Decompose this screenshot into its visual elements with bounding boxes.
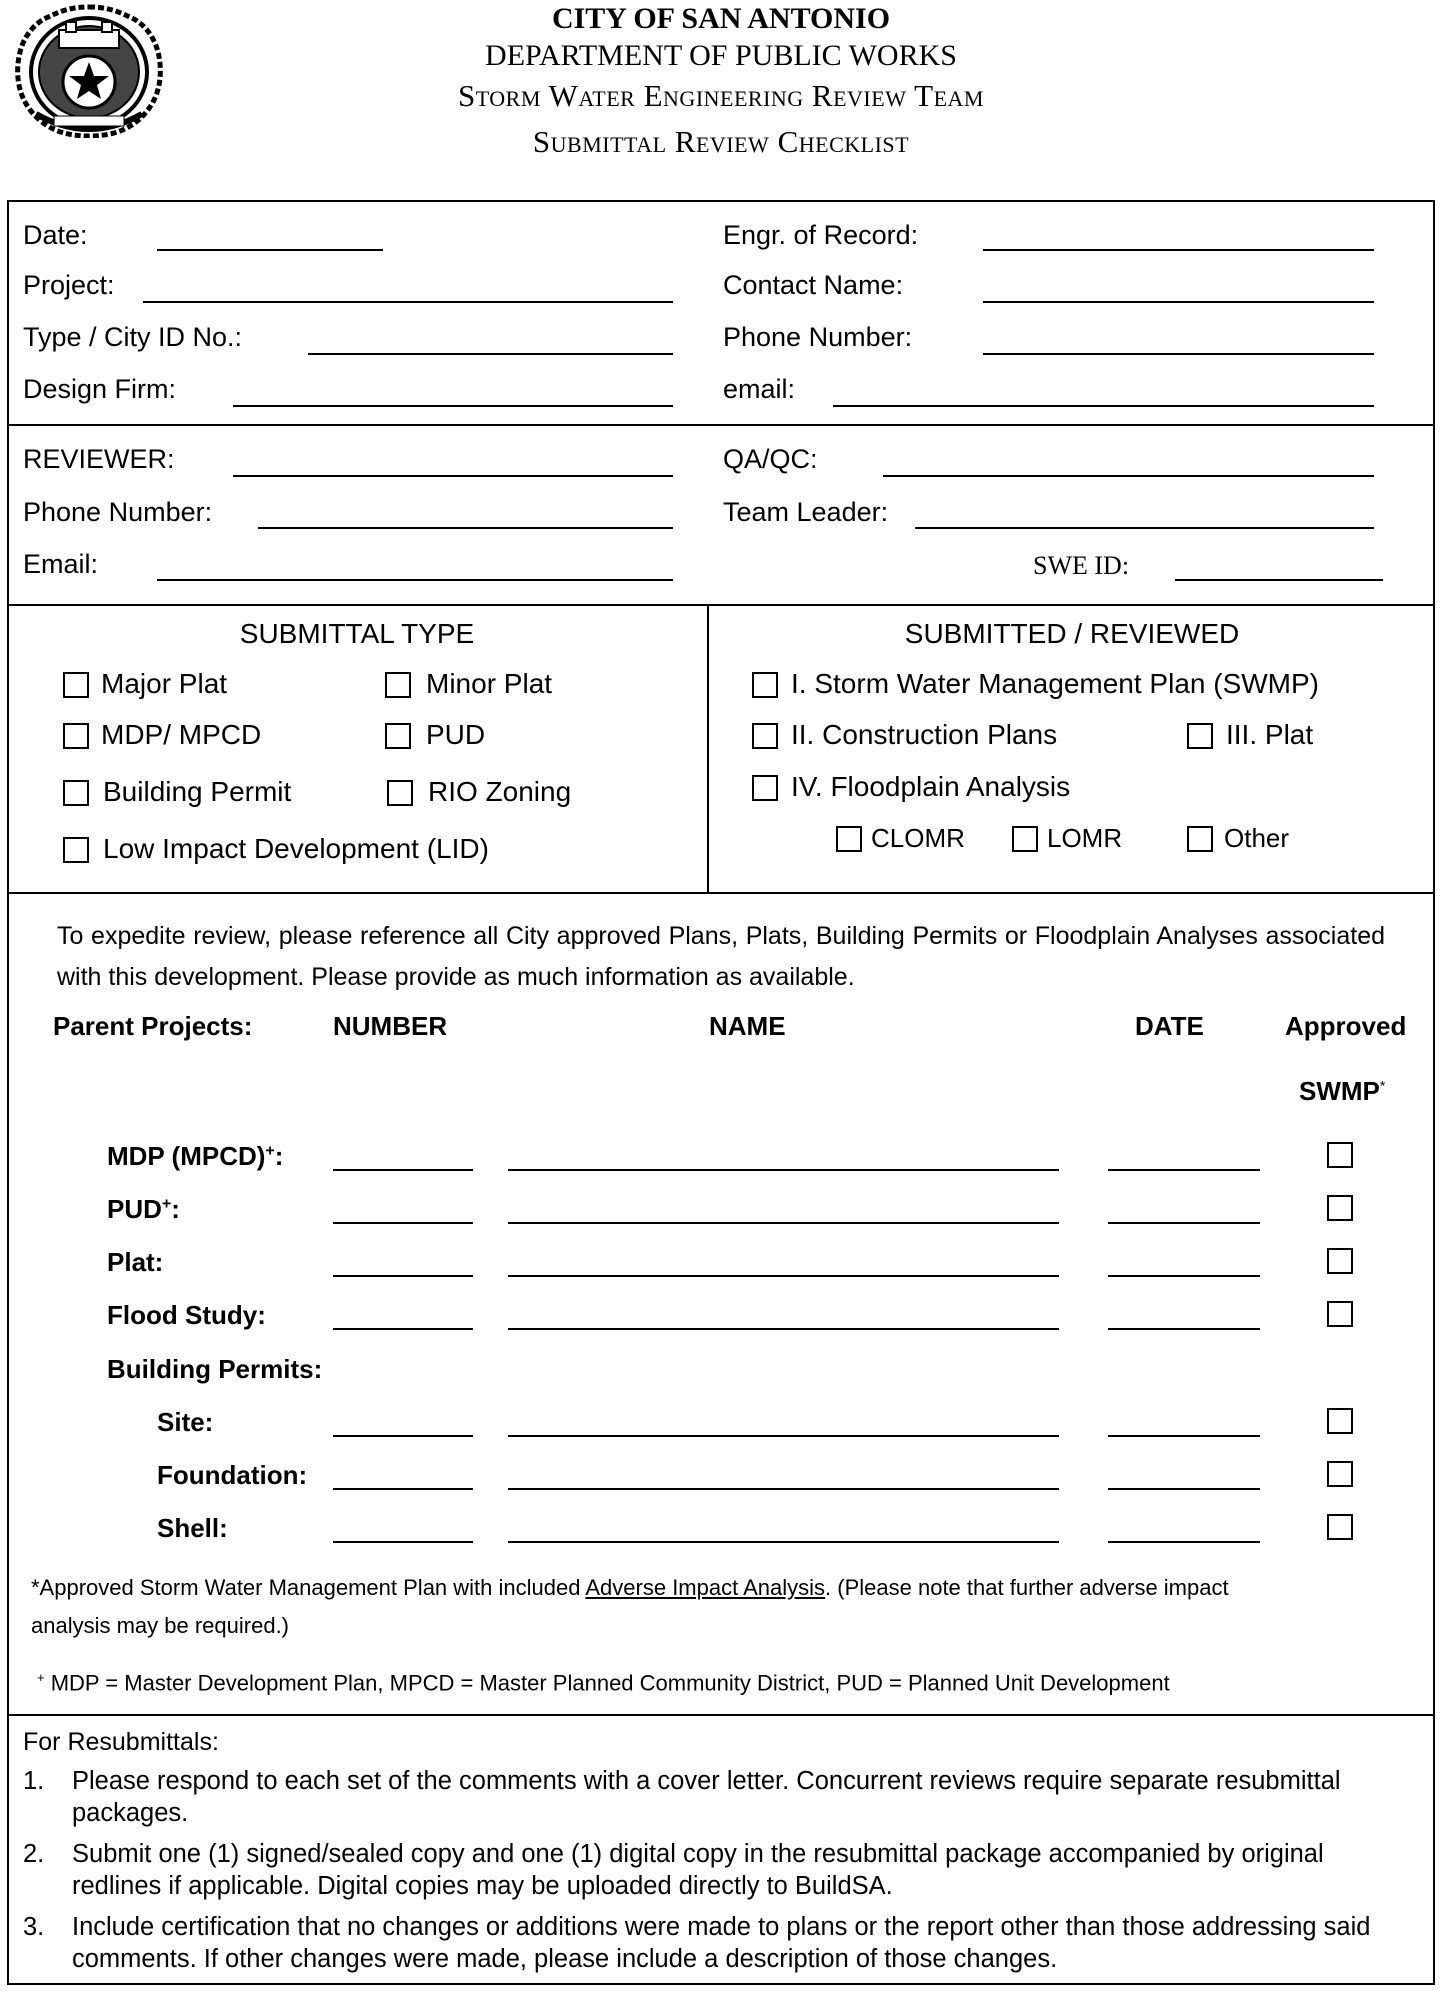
col-date: DATE <box>1135 1011 1204 1041</box>
row-plat-name[interactable] <box>508 1275 1059 1277</box>
row-pud-label: PUD+: <box>107 1194 180 1224</box>
swmp-checkbox[interactable] <box>752 672 778 698</box>
team-leader-label: Team Leader: <box>723 497 889 527</box>
row-foundation-approved-checkbox[interactable] <box>1327 1461 1353 1487</box>
swe-id-field[interactable] <box>1175 579 1383 581</box>
row-mdp-name[interactable] <box>508 1169 1059 1171</box>
row-mdp-number[interactable] <box>333 1169 473 1171</box>
project-field[interactable] <box>143 301 673 303</box>
resubmittals-title: For Resubmittals: <box>23 1728 219 1756</box>
row-pud-approved-checkbox[interactable] <box>1327 1195 1353 1221</box>
date-label: Date: <box>23 220 88 250</box>
building-permit-label: Building Permit <box>103 776 292 807</box>
resubmittal-item-text: Please respond to each set of the comments with a cover letter. Concurrent reviews require separate resubmittal packages. <box>72 1767 1341 1827</box>
lomr-label: LOMR <box>1047 823 1123 853</box>
email-label: email: <box>723 374 796 404</box>
other-checkbox[interactable] <box>1187 826 1213 852</box>
row-site-label: Site: <box>157 1407 214 1437</box>
email-field[interactable] <box>833 405 1374 407</box>
resubmittal-item-number: 3. <box>23 1913 45 1941</box>
row-site-approved-checkbox[interactable] <box>1327 1408 1353 1434</box>
row-mdp-approved-checkbox[interactable] <box>1327 1142 1353 1168</box>
row-foundation-name[interactable] <box>508 1488 1059 1490</box>
major-plat-label: Major Plat <box>101 668 228 699</box>
row-shell-name[interactable] <box>508 1541 1059 1543</box>
row-flood-study-name[interactable] <box>508 1328 1059 1330</box>
row-site-name[interactable] <box>508 1435 1059 1437</box>
engr-of-record-label: Engr. of Record: <box>723 220 919 250</box>
row-foundation-label: Foundation: <box>157 1460 308 1490</box>
approved-swmp-note-cont: analysis may be required.) <box>31 1613 290 1638</box>
reviewer-email-label: Email: <box>23 549 99 579</box>
row-plat-number[interactable] <box>333 1275 473 1277</box>
rio-zoning-label: RIO Zoning <box>428 776 572 807</box>
design-firm-field[interactable] <box>233 405 673 407</box>
row-shell-number[interactable] <box>333 1541 473 1543</box>
reviewer-email-field[interactable] <box>157 579 673 581</box>
row-site-number[interactable] <box>333 1435 473 1437</box>
pud-label: PUD <box>426 719 486 750</box>
construction-plans-checkbox[interactable] <box>752 723 778 749</box>
row-foundation-number[interactable] <box>333 1488 473 1490</box>
mdp-mpcd-label: MDP/ MPCD <box>101 719 262 750</box>
row-shell-date[interactable] <box>1108 1541 1260 1543</box>
plat-review-label: III. Plat <box>1226 719 1314 750</box>
col-number: NUMBER <box>333 1011 448 1041</box>
divider <box>7 892 1435 894</box>
resubmittal-item-number: 2. <box>23 1840 45 1868</box>
reviewer-field[interactable] <box>233 475 673 477</box>
team-title: Storm Water Engineering Review Team <box>458 78 984 113</box>
row-plat-date[interactable] <box>1108 1275 1260 1277</box>
row-flood-study-approved-checkbox[interactable] <box>1327 1301 1353 1327</box>
building-permit-checkbox[interactable] <box>63 780 89 806</box>
row-foundation-date[interactable] <box>1108 1488 1260 1490</box>
project-label: Project: <box>23 270 115 300</box>
col-name: NAME <box>709 1011 786 1041</box>
divider <box>7 424 1435 426</box>
resubmittal-item-text: Include certification that no changes or additions were made to plans or the report other than those addressing said comments. If other changes were made, please include a description of those changes. <box>72 1913 1371 1973</box>
floodplain-label: IV. Floodplain Analysis <box>791 771 1071 802</box>
reviewer-label: REVIEWER: <box>23 444 175 474</box>
row-plat-approved-checkbox[interactable] <box>1327 1248 1353 1274</box>
lid-label: Low Impact Development (LID) <box>103 833 489 864</box>
row-shell-approved-checkbox[interactable] <box>1327 1514 1353 1540</box>
submitted-reviewed-title: SUBMITTED / REVIEWED <box>904 618 1240 649</box>
qa-qc-label: QA/QC: <box>723 444 818 474</box>
plat-review-checkbox[interactable] <box>1187 723 1213 749</box>
reviewer-phone-field[interactable] <box>258 527 673 529</box>
row-plat-label: Plat: <box>107 1247 164 1277</box>
col-parent-projects: Parent Projects: <box>53 1011 253 1041</box>
contact-name-field[interactable] <box>983 301 1374 303</box>
date-field[interactable] <box>157 249 383 251</box>
pud-checkbox[interactable] <box>385 723 411 749</box>
row-flood-study-label: Flood Study: <box>107 1300 266 1330</box>
team-leader-field[interactable] <box>915 527 1374 529</box>
qa-qc-field[interactable] <box>883 475 1374 477</box>
abbreviation-note: + MDP = Master Development Plan, MPCD = Master Planned Community District, PUD = Planned Unit Development <box>37 1670 1170 1696</box>
divider <box>7 604 1435 606</box>
col-approved: Approved <box>1285 1011 1407 1041</box>
resubmittal-item-number: 1. <box>23 1767 45 1795</box>
phone-number-field[interactable] <box>983 353 1374 355</box>
resubmittal-item-text: Submit one (1) signed/sealed copy and one (1) digital copy in the resubmittal package accompanied by original redlines if applicable. Digital copies may be uploaded directly to BuildSA. <box>72 1840 1324 1900</box>
divider <box>7 1714 1435 1716</box>
row-shell-label: Shell: <box>157 1513 228 1543</box>
form-frame <box>7 200 1435 1985</box>
col-swmp: SWMP* <box>1299 1076 1386 1106</box>
engr-of-record-field[interactable] <box>983 249 1374 251</box>
phone-number-label: Phone Number: <box>723 322 913 352</box>
row-flood-study-date[interactable] <box>1108 1328 1260 1330</box>
swmp-label: I. Storm Water Management Plan (SWMP) <box>791 668 1319 699</box>
rio-zoning-checkbox[interactable] <box>387 780 413 806</box>
building-permits-label: Building Permits: <box>107 1354 323 1384</box>
type-city-id-label: Type / City ID No.: <box>23 322 243 352</box>
mdp-mpcd-checkbox[interactable] <box>63 723 89 749</box>
department-title: DEPARTMENT OF PUBLIC WORKS <box>485 39 957 72</box>
floodplain-checkbox[interactable] <box>752 775 778 801</box>
design-firm-label: Design Firm: <box>23 374 177 404</box>
adverse-impact-link: Adverse Impact Analysis <box>585 1575 826 1600</box>
row-pud-name[interactable] <box>508 1222 1059 1224</box>
type-city-id-field[interactable] <box>308 353 673 355</box>
major-plat-checkbox[interactable] <box>63 672 89 698</box>
other-label: Other <box>1224 823 1290 853</box>
row-site-date[interactable] <box>1108 1435 1260 1437</box>
swe-id-label: SWE ID: <box>1033 551 1130 580</box>
parent-projects-intro: To expedite review, please reference all City approved Plans, Plats, Building Permits or Floodplain Analyses associated with this development. Please provide as much information as available. <box>57 922 1385 991</box>
lomr-checkbox[interactable] <box>1012 826 1038 852</box>
lid-checkbox[interactable] <box>63 837 89 863</box>
submittal-type-title: SUBMITTAL TYPE <box>239 618 475 649</box>
city-title: CITY OF SAN ANTONIO <box>551 2 891 35</box>
contact-name-label: Contact Name: <box>723 270 904 300</box>
clomr-label: CLOMR <box>871 823 965 853</box>
construction-plans-label: II. Construction Plans <box>791 719 1058 750</box>
row-mdp-date[interactable] <box>1108 1169 1260 1171</box>
row-flood-study-number[interactable] <box>333 1328 473 1330</box>
clomr-checkbox[interactable] <box>836 826 862 852</box>
row-mdp-label: MDP (MPCD)+: <box>107 1141 284 1171</box>
minor-plat-label: Minor Plat <box>426 668 553 699</box>
row-pud-date[interactable] <box>1108 1222 1260 1224</box>
approved-swmp-note: *Approved Storm Water Management Plan with included Adverse Impact Analysis. (Please note that further adverse impact <box>31 1575 1229 1600</box>
row-pud-number[interactable] <box>333 1222 473 1224</box>
reviewer-phone-label: Phone Number: <box>23 497 213 527</box>
minor-plat-checkbox[interactable] <box>385 672 411 698</box>
checklist-title: Submittal Review Checklist <box>532 124 910 159</box>
